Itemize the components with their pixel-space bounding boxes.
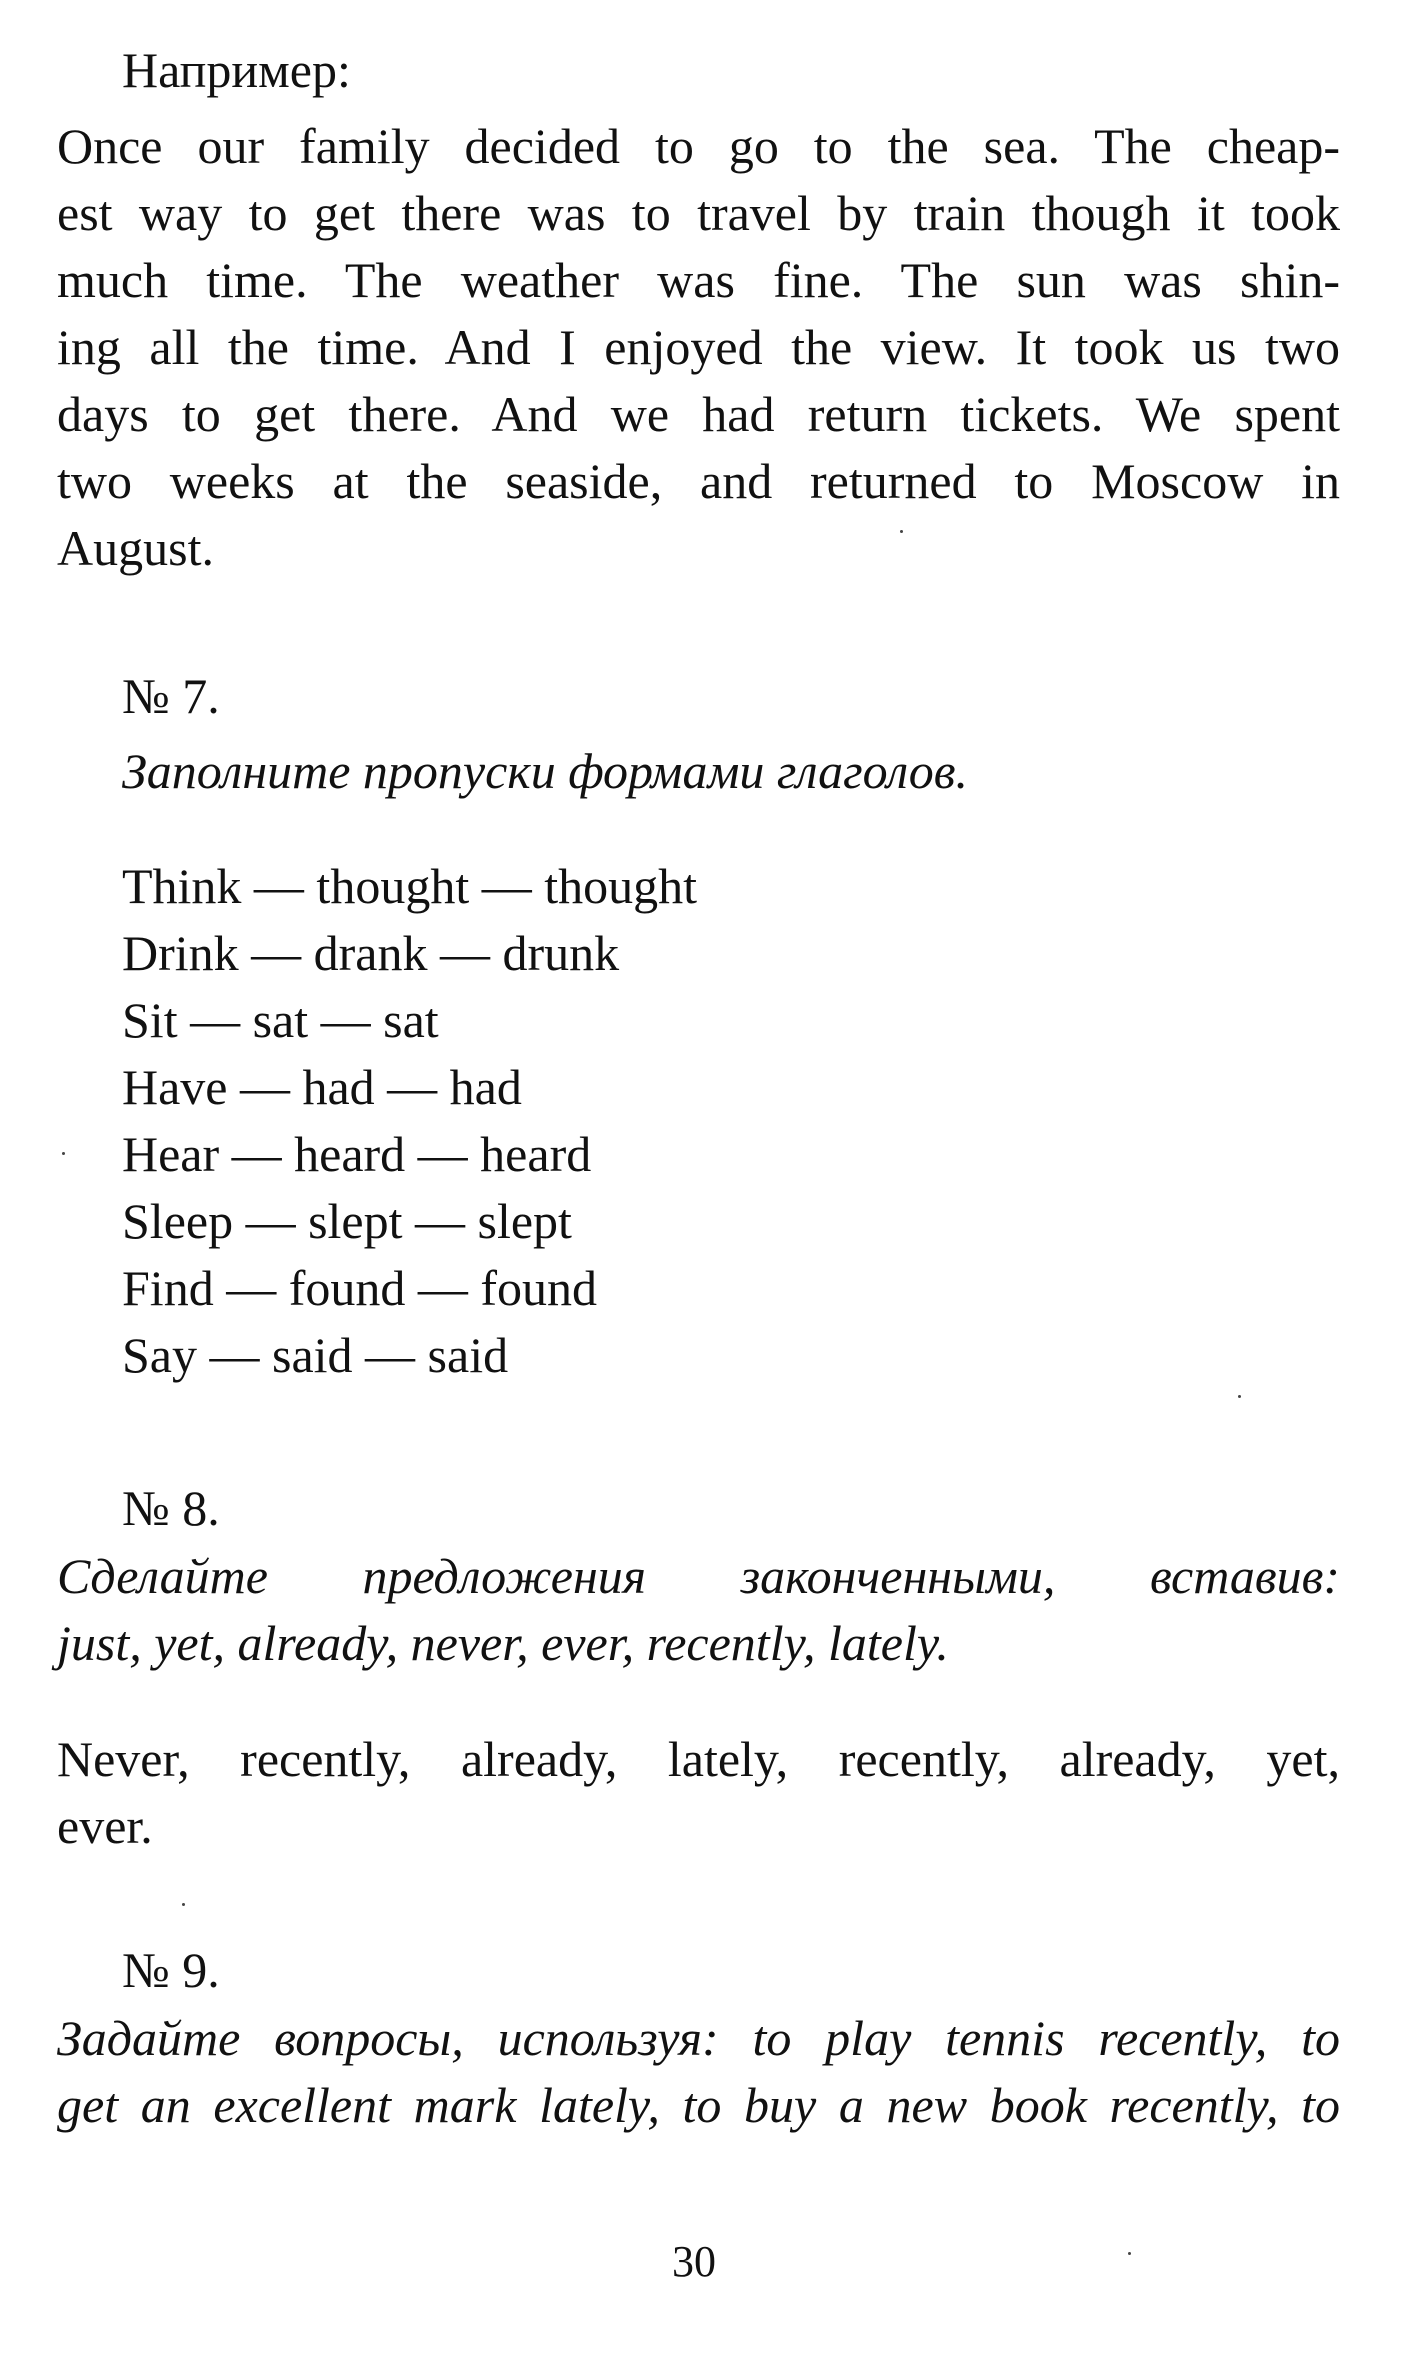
scan-speck <box>900 530 903 533</box>
scan-speck <box>1238 1395 1241 1398</box>
exercise-instruction: just, yet, already, never, ever, recently, lately. <box>57 1615 949 1671</box>
verb-forms-item: Say — said — said <box>122 1327 509 1383</box>
verb-forms-item: Find — found — found <box>122 1260 597 1316</box>
paragraph-line: August. <box>57 520 214 576</box>
exercise-number: № 7. <box>122 668 220 724</box>
verb-forms-item: Have — had — had <box>122 1059 522 1115</box>
verb-forms-item: Sleep — slept — slept <box>122 1193 572 1249</box>
exercise-instruction: Задайте вопросы, используя: to play tennis recently, to <box>57 2010 1340 2066</box>
scan-speck <box>1128 2252 1131 2255</box>
answer-line: ever. <box>57 1798 153 1854</box>
example-label: Например: <box>122 42 351 98</box>
page-number: 30 <box>672 2237 716 2286</box>
scan-speck <box>62 1152 65 1155</box>
exercise-instruction: Сделайте предложения законченными, вставив: <box>57 1548 1340 1604</box>
exercise-instruction: Заполните пропуски формами глаголов. <box>122 743 968 799</box>
exercise-instruction: get an excellent mark lately, to buy a new book recently, to <box>57 2077 1340 2133</box>
verb-forms-item: Sit — sat — sat <box>122 992 439 1048</box>
paragraph-line: ing all the time. And I enjoyed the view. It took us two <box>57 319 1340 375</box>
paragraph-line: days to get there. And we had return tickets. We spent <box>57 386 1340 442</box>
paragraph-line: Once our family decided to go to the sea. The cheap- <box>57 118 1340 174</box>
exercise-number: № 9. <box>122 1942 220 1998</box>
paragraph-line: much time. The weather was fine. The sun was shin- <box>57 252 1340 308</box>
exercise-number: № 8. <box>122 1480 220 1536</box>
verb-forms-item: Hear — heard — heard <box>122 1126 592 1182</box>
scan-speck <box>182 1903 185 1906</box>
verb-forms-item: Drink — drank — drunk <box>122 925 620 981</box>
answer-line: Never, recently, already, lately, recently, already, yet, <box>57 1731 1340 1787</box>
verb-forms-item: Think — thought — thought <box>122 858 697 914</box>
paragraph-line: two weeks at the seaside, and returned to Moscow in <box>57 453 1340 509</box>
paragraph-line: est way to get there was to travel by train though it took <box>57 185 1340 241</box>
